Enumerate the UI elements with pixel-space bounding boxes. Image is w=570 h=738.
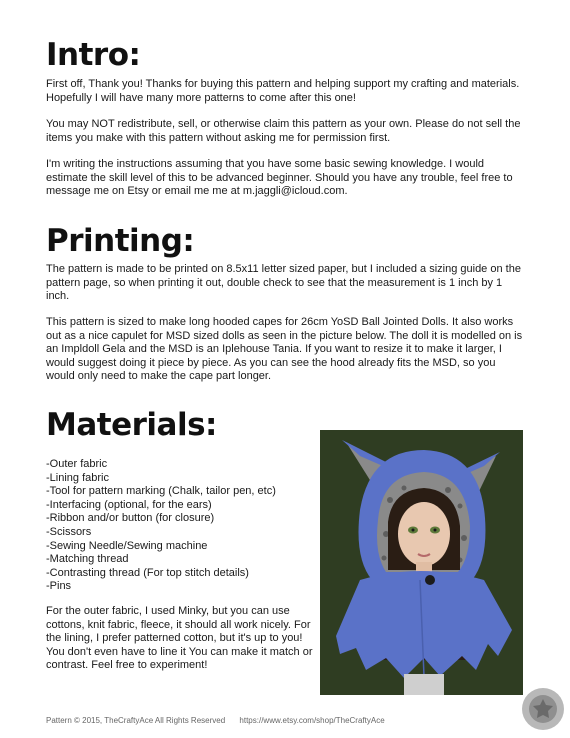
list-item: -Contrasting thread (For top stitch details) [46, 566, 249, 579]
list-item: -Matching thread [46, 553, 129, 566]
printing-paragraph-1: The pattern is made to be printed on 8.5x11 letter sized paper, but I included a sizing guide on the pattern page, so when printing it out, double check to see that the measurement is 1 inch by 1 inch. [46, 263, 521, 303]
intro-paragraph-2: You may NOT redistribute, sell, or otherwise claim this pattern as your own. Please do not sell the items you make with this pattern without asking me for permission first. [46, 118, 521, 144]
list-item: -Interfacing (optional, for the ears) [46, 498, 212, 511]
intro-heading: Intro: [46, 37, 141, 73]
printing-paragraph-2: This pattern is sized to make long hooded capes for 26cm YoSD Ball Jointed Dolls. It also works out as a nice capulet for MSD sized dolls as seen in the picture below. The doll it is modelled on is an Impldoll Gela and the MSD is an Iplehouse Tania. If you want to resize it to make it larger, I would suggest doing it piece by piece. As you can see the hood already fits the MSD, so you would only need to make the cape part longer. [46, 316, 523, 383]
list-item: -Scissors [46, 525, 92, 538]
doll-photo [320, 430, 523, 695]
doll-cape-illustration [320, 430, 523, 695]
intro-paragraph-3: I'm writing the instructions assuming that you have some basic sewing knowledge. I would estimate the skill level of this to be advanced beginner. Should you have any trouble, feel free to message me on Etsy or email me me at m.jaggli@icloud.com. [46, 158, 513, 198]
shop-url: https://www.etsy.com/shop/TheCraftyAce [239, 716, 385, 725]
list-item: -Ribbon and/or button (for closure) [46, 512, 215, 525]
printing-heading: Printing: [46, 223, 195, 259]
list-item: -Tool for pattern marking (Chalk, tailor pen, etc) [46, 485, 276, 498]
materials-note: For the outer fabric, I used Minky, but you can use cottons, knit fabric, fleece, it should all work nicely. For the lining, I prefer patterned cotton, but it's up to you! You don't even have to line it You can make it match or contrast. Feel free to experiment! [46, 605, 313, 672]
intro-paragraph-1: First off, Thank you! Thanks for buying this pattern and helping support my crafting and materials. Hopefully I will have many more patterns to come after this one! [46, 78, 520, 104]
craftyace-logo-icon [520, 686, 566, 732]
list-item: -Outer fabric [46, 458, 108, 470]
page-footer [46, 716, 397, 725]
copyright-text: Pattern © 2015, TheCraftyAce All Rights Reserved [46, 716, 226, 725]
list-item: -Lining fabric [46, 471, 109, 484]
list-item: -Sewing Needle/Sewing machine [46, 539, 208, 552]
materials-list [46, 458, 276, 594]
list-item: -Pins [46, 580, 72, 593]
materials-heading: Materials: [46, 407, 217, 443]
